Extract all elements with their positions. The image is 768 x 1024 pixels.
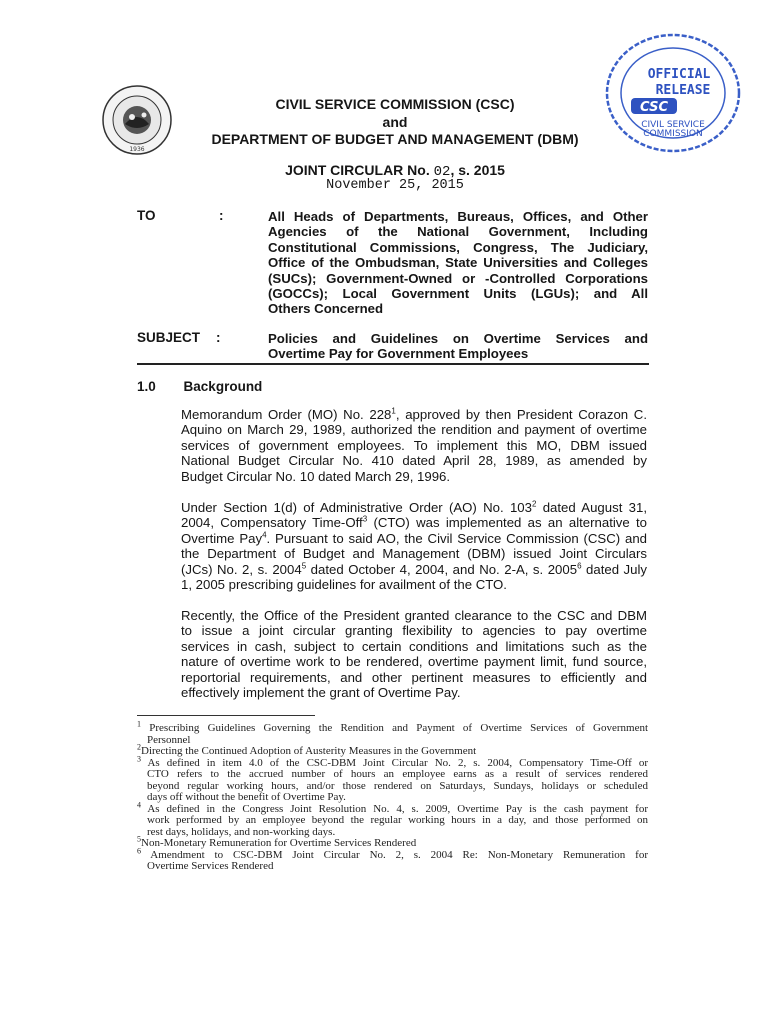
section-number: 1.0: [137, 379, 156, 394]
header-line1: CIVIL SERVICE COMMISSION (CSC): [275, 96, 515, 112]
para2-text: Under Section 1(d) of Administrative Order (AO) No. 103: [181, 500, 532, 515]
stamp-line2: RELEASE: [655, 83, 711, 98]
footnote-text: Amendment to CSC-DBM Joint Circular No. 2, s. 2004 Re: Non-Monetary Remuneration for: [150, 848, 648, 861]
para3-line: effectively implement the grant of Overtime Pay.: [181, 685, 461, 701]
footnote-text: Overtime Services Rendered: [147, 860, 274, 872]
para2-line: the Department of Budget and Management (DBM) issued Joint Circulars: [181, 546, 647, 562]
subject-label: SUBJECT: [137, 330, 201, 345]
section-heading: [137, 379, 262, 394]
footnote-ref: 5: [301, 561, 307, 571]
para3-line: nature of overtime work to be rendered, overtime payment limit, fund source,: [181, 654, 647, 670]
footnote-text: beyond regular working hours, and/or those rendered on Saturdays, Sundays, holidays or scheduled: [147, 779, 648, 792]
paragraph-2: [181, 500, 647, 592]
para2-line: 1, 2005 prescribing guidelines for availment of the CTO.: [181, 577, 507, 593]
para1-text: , approved by then President Corazon C.: [395, 407, 647, 422]
seal-year: 1936: [129, 146, 145, 153]
circular-suffix: , s. 2015: [450, 162, 505, 178]
para1-line: Aquino on March 29, 1989, authorized the rendition and payment of overtime: [181, 422, 647, 438]
para1-line: Budget Circular No. 10 dated March 29, 1996.: [181, 468, 451, 484]
para2-text: dated October 4, 2004, and No. 2-A, s. 2005: [306, 561, 578, 577]
circular-number: 02: [433, 164, 451, 180]
stamp-agency1: CIVIL SERVICE: [641, 120, 705, 130]
para3-line: Recently, the Office of the President granted clearance to the CSC and DBM: [181, 608, 647, 623]
to-line: Office of the Ombudsman, State Universities and Colleges: [268, 255, 648, 271]
footnote-text: days off without the benefit of Overtime Pay.: [147, 791, 346, 803]
paragraph-3: [181, 608, 647, 700]
to-line: Agencies of the National Government, Including: [268, 224, 648, 240]
footnote-number: 4: [137, 799, 141, 809]
to-line: Constitutional Commissions, Congress, The Judiciary,: [268, 239, 648, 255]
footnote-text: Prescribing Guidelines Governing the Rendition and Payment of Overtime Services of Government: [149, 722, 649, 734]
to-line: (GOCCs); Local Government Units (LGUs); and All: [268, 286, 648, 302]
footnote-ref: 2: [531, 499, 537, 509]
para1-line: National Budget Circular No. 410 dated April 28, 1989, as amended by: [181, 453, 647, 469]
para2-text: dated August 31,: [536, 500, 648, 515]
to-line: Others Concerned: [268, 301, 384, 317]
footnote-text: Directing the Continued Adoption of Austerity Measures in the Government: [141, 745, 477, 757]
footnote-text: rest days, holidays, and non-working days.: [147, 825, 336, 838]
para2-text: dated July: [581, 561, 648, 577]
footnote-ref: 3: [362, 515, 368, 525]
subject-colon: :: [216, 330, 221, 345]
stamp-line1: OFFICIAL: [647, 67, 711, 82]
footnote-text: CTO refers to the accrued number of hours an employee earns as a result of services rendered: [147, 768, 648, 780]
para2-text: (JCs) No. 2, s. 2004: [181, 561, 302, 577]
section-title: Background: [183, 379, 263, 394]
footnote-number: 3: [137, 753, 141, 763]
para2-text: 2004, Compensatory Time-Off: [181, 515, 363, 531]
para2-text: (CTO) was implemented as an alternative to: [367, 515, 648, 531]
footnotes: [137, 719, 649, 873]
stamp-csc: CSC: [640, 100, 668, 115]
footnote-ref: 6: [577, 561, 582, 571]
footnote-ref: 1: [391, 406, 396, 416]
to-line: (SUCs); Government-Owned or -Controlled Corporations: [268, 270, 648, 286]
para2-text: . Pursuant to said AO, the Civil Service Commission (CSC) and: [266, 530, 647, 546]
to-colon: :: [219, 208, 224, 223]
subject-line: Overtime Pay for Government Employees: [268, 346, 529, 362]
para1-text: Memorandum Order (MO) No. 228: [181, 407, 392, 422]
para3-line: services in cash, subject to certain conditions and limitations such as the: [181, 638, 647, 654]
para3-line: reportorial requirements, and other pertinent measures to efficiently and: [181, 669, 647, 685]
para2-text: Overtime Pay: [181, 530, 263, 546]
header-line3: DEPARTMENT OF BUDGET AND MANAGEMENT (DBM): [211, 131, 579, 147]
stamp-agency2: COMMISSION: [643, 129, 703, 139]
to-label: TO: [137, 208, 156, 223]
to-line: All Heads of Departments, Bureaus, Offices, and Other: [268, 209, 648, 224]
subject-divider: [137, 363, 649, 365]
subject-text: [268, 331, 648, 362]
footnote-ref: 4: [262, 530, 267, 540]
footnote-text: Non-Monetary Remuneration for Overtime Services Rendered: [141, 837, 417, 849]
subject-line: Policies and Guidelines on Overtime Services and: [268, 331, 648, 346]
circular-prefix: JOINT CIRCULAR No.: [285, 162, 430, 178]
footnote-number: 2: [137, 742, 141, 752]
footnote-number: 5: [137, 834, 141, 844]
footnote-number: 1: [137, 719, 141, 729]
footnote-number: 6: [137, 845, 141, 855]
footnote-text: Personnel: [147, 733, 191, 746]
to-addressees: [268, 209, 648, 317]
footnote-divider: [137, 715, 315, 716]
circular-date: November 25, 2015: [326, 178, 464, 193]
footnote-text: As defined in item 4.0 of the CSC-DBM Joint Circular No. 2, s. 2004, Compensatory Time-Off or: [147, 756, 648, 769]
footnote-text: As defined in the Congress Joint Resolution No. 4, s. 2009, Overtime Pay is the cash payment for: [147, 802, 648, 815]
header-line2: and: [382, 114, 408, 130]
paragraph-1: [181, 407, 647, 484]
para1-line: services of government employees. To implement this MO, DBM issued: [181, 437, 647, 453]
footnote-text: work performed by an employee beyond the regular working hours in a day, and those performed on: [147, 814, 648, 826]
para3-line: to issue a joint circular granting flexibility to agencies to pay overtime: [181, 623, 647, 639]
